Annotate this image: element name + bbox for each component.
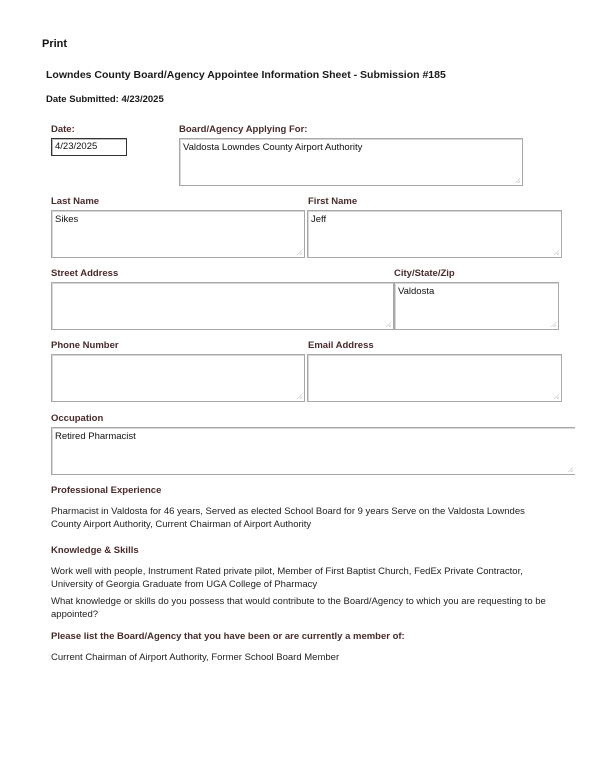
first-name-label: First Name	[308, 196, 358, 207]
city-state-zip-label: City/State/Zip	[394, 268, 455, 279]
email-address-label: Email Address	[308, 340, 374, 351]
resize-grip-icon[interactable]	[514, 177, 520, 183]
board-agency-field[interactable]	[179, 138, 523, 186]
board-agency-label: Board/Agency Applying For:	[179, 124, 308, 135]
memberships-heading: Please list the Board/Agency that you have been or are currently a member of:	[51, 631, 405, 642]
phone-number-label: Phone Number	[51, 340, 119, 351]
resize-grip-icon[interactable]	[296, 249, 302, 255]
last-name-label: Last Name	[51, 196, 100, 207]
resize-grip-icon[interactable]	[550, 321, 556, 327]
date-field[interactable]	[51, 138, 127, 156]
city-state-zip-field[interactable]	[394, 282, 559, 330]
board-agency-value: Valdosta Lowndes County Airport Authority	[183, 142, 363, 153]
knowledge-skills-heading: Knowledge & Skills	[51, 545, 139, 556]
first-name-value: Jeff	[311, 214, 327, 225]
knowledge-skills-question: What knowledge or skills do you possess that would contribute to the Board/Agency to which you are requesting to be appointed?	[51, 596, 546, 620]
date-value: 4/23/2025	[55, 141, 98, 152]
street-address-field[interactable]	[51, 282, 394, 330]
first-name-field[interactable]	[307, 210, 562, 258]
professional-experience-heading: Professional Experience	[51, 485, 162, 496]
occupation-field[interactable]	[51, 427, 575, 475]
memberships-text: Current Chairman of Airport Authority, Former School Board Member	[51, 652, 340, 663]
resize-grip-icon[interactable]	[553, 249, 559, 255]
page-title: Lowndes County Board/Agency Appointee Information Sheet - Submission #185	[46, 69, 446, 81]
date-submitted: Date Submitted: 4/23/2025	[46, 94, 164, 105]
phone-number-field[interactable]	[51, 354, 305, 402]
occupation-value: Retired Pharmacist	[55, 431, 136, 442]
last-name-value: Sikes	[55, 214, 79, 225]
occupation-label: Occupation	[51, 413, 104, 424]
street-address-label: Street Address	[51, 268, 119, 279]
resize-grip-icon[interactable]	[553, 393, 559, 399]
resize-grip-icon[interactable]	[385, 321, 391, 327]
professional-experience-text: Pharmacist in Valdosta for 46 years, Served as elected School Board for 9 years Serve on the Valdosta Lowndes County Airport Authority, Current Chairman of Airport Authority	[51, 506, 525, 530]
knowledge-skills-text: Work well with people, Instrument Rated private pilot, Member of First Baptist Church, FedEx Private Contractor, University of Georgia Graduate from UGA College of Pharmacy	[51, 566, 523, 590]
email-address-field[interactable]	[307, 354, 562, 402]
resize-grip-icon[interactable]	[296, 393, 302, 399]
date-label: Date:	[51, 124, 75, 135]
resize-grip-icon[interactable]	[567, 466, 573, 472]
print-link[interactable]: Print	[42, 38, 68, 50]
last-name-field[interactable]	[51, 210, 305, 258]
city-state-zip-value: Valdosta	[398, 286, 435, 297]
